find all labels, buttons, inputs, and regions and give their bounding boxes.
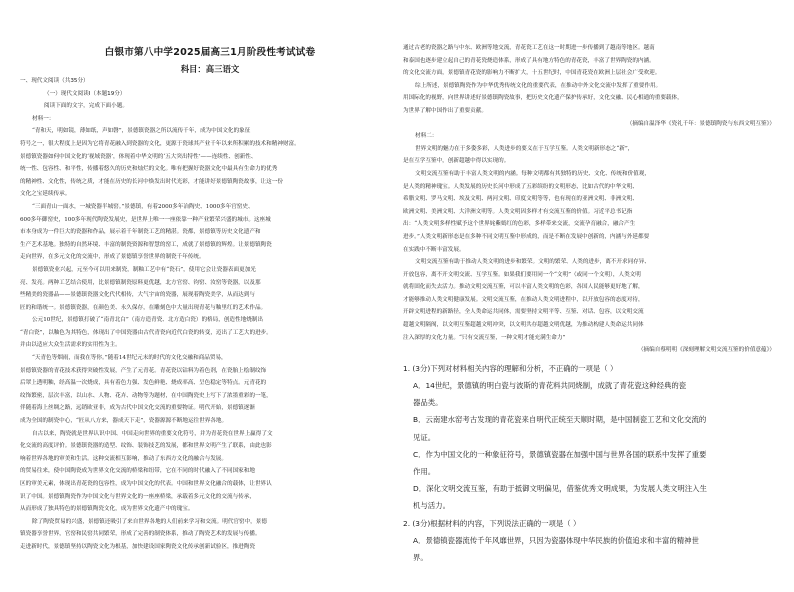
text-line: 和泰国也逐步建立起自己的青花瓷烧造体系，形成了具有地方特色的青花瓷，丰富了世界陶瓷的内涵。 <box>403 57 655 64</box>
question-line: 界。 <box>413 553 428 563</box>
text-line: （一）现代文阅读Ⅰ（本题19分） <box>44 90 126 97</box>
question-line: 2. (3分)根据材料的内容，下列说法正确的一项是（ ） <box>403 518 581 528</box>
question-line: A．14世纪，景德镇的明白瓷与波斯的青花料共同烧制，成就了青花瓷这种经典的瓷 <box>413 381 687 391</box>
text-line: （摘编自温泽华《瓷礼千年：景德镇陶瓷与东西文明互鉴》） <box>626 120 775 127</box>
question-line: A．景德镇瓷器流传千年风靡世界，只因为瓷器体现中华民族的价值追求和丰富的精神世 <box>413 535 699 545</box>
text-line: 除了陶瓷贸易的兴盛，景德镇还吸引了来自世界各地的人们前来学习和交流。明代官窑中，景德 <box>32 518 267 525</box>
text-line: 化交流的高度评价。景德镇瓷器的造型、纹饰、装饰技艺的发展，都和世界文明产生了联系，由此也影 <box>20 443 272 450</box>
text-line: 亮、发亮。两种工艺结合使用，比景德镇制瓷原料更优越，北方官窑、钧窑、汝窑等瓷器，以及那 <box>20 279 261 286</box>
text-line: 材料二： <box>415 133 438 140</box>
text-line: 综上所述，景德镇陶瓷作为中华优秀传统文化的重要代表，在推动中外文化交流中发挥了重要作用。 <box>415 82 662 89</box>
text-line: 些精美的瓷器品——景德镇瓷器文化代代相传，大气宇宙的瓷器，展现着陶瓷美学，从而达到与 <box>20 292 255 299</box>
text-line: “青和天，明如镜，薄如纸，声如磬”，景德镇瓷器之所以流传千年，成为中国文化的象征 <box>32 128 251 135</box>
text-line: 统一性、包容性、和平性，传播着悠久的历史和灿烂的文化。唯有把握好瓷器文化中最具有生命力的优秀 <box>20 166 278 173</box>
question-line: C．作为中国文化的一种象征符号，景德镇瓷器在加强中国与世界各国的联系中发挥了重要 <box>413 449 707 459</box>
text-line: （摘编自蔡明明《深刻理解文明交流互鉴的价值意蕴》） <box>637 347 775 354</box>
text-line: 文明交流互鉴有助于推动人类文明的进步和繁荣。文明的繁荣、人类的进步，离不开求同存异、 <box>415 259 650 266</box>
text-line: 进步。”人类文明新形态是在多种不同文明互鉴中形成的，而是不断在发展中创新的，内涵与外延都要 <box>403 233 650 240</box>
text-line: 阅读下面的文字，完成下面小题。 <box>44 103 128 110</box>
text-line: 注入深厚的文化力量。“只有交流互鉴，一种文明才能充满生命力” <box>403 334 566 341</box>
question-block <box>403 360 783 566</box>
text-line: 从而形成了独具特色的景德镇陶瓷文化，成为世界文化遗产中的瑰宝。 <box>20 506 194 513</box>
text-line: 匠的和谐统一。景德镇瓷器，在颜色美、永久保存，在雕刻色中大量出现青花与釉里红的艺术作品。 <box>20 304 267 311</box>
text-line: 文明交流互鉴有助于丰富人类文明的内涵。每种文明都有其独特的历史、文化、传统和价值观， <box>415 170 650 177</box>
text-line: 材料一： <box>32 115 55 122</box>
text-line: “三面青山一面水，一城瓷器半城窑。”景德镇，有着2000多年冶陶史、1000多年官窑史、 <box>32 203 254 210</box>
left-column <box>20 0 400 550</box>
text-line: 超越文明隔阂，以文明互鉴超越文明冲突，以文明共存超越文明优越，为推动构建人类命运共同体 <box>403 322 644 329</box>
text-line: 欧洲文明、美洲文明、大洋洲文明等。人类文明因多样才有交流互鉴的价值。习近平总书记指 <box>403 208 633 215</box>
text-line: 识了中国。景德镇陶瓷作为中国文化与世界文化的一座座桥梁，承载着多元文化的交流与传承， <box>20 493 255 500</box>
left-body <box>20 75 400 550</box>
text-line: 符号之一，很大程度上是因为它将青花融入到瓷器的文化，更源于瓷球其产业千年以来所积累的技术和精神财富。 <box>20 140 300 147</box>
text-line: 成为全国的制瓷中心，“匠从八方来，器成天下走”，瓷器源源不断地运往世界各地。 <box>20 418 228 425</box>
text-line: 的精神性、文化性，传统之质，才能在历史的长河中焕发出时代光彩，才能讲好景德镇陶瓷故事，让这一份 <box>20 178 283 185</box>
text-line: 文化之宝延续传承。 <box>20 191 71 198</box>
text-line: 的贸易往来，使中国陶瓷成为世界文化交流的桥梁和纽带，它在不同的时代融入了不同国家和地 <box>20 468 255 475</box>
text-line: 镇瓷器享誉世界，官窑和民窑共同繁荣，形成了完善的制瓷体系，推动了陶瓷艺术的发展与传播。 <box>20 531 261 538</box>
text-line: 为世界了解中国作出了重要贡献。 <box>403 107 487 114</box>
question-line: 1. (3分)下列对材料相关内容的理解和分析，不正确的一项是（ ） <box>403 363 618 373</box>
text-line: 出：“人类文明多样性赋予这个世界姹紫嫣红的色彩，多样带来交流，交流孕育融合，融合产生 <box>403 221 636 228</box>
text-line: “天青色等烟雨，而我在等你。”随着14世纪元末的时代的文化交融和商品贸易， <box>32 355 227 362</box>
text-line: 响着世界各地的审美和生活。这种交流相互影响，推动了东西方文化的融合与发展。 <box>20 455 227 462</box>
text-line: 希腊文明、罗马文明、埃及文明、两河文明、印度文明等等，也有现在的亚洲文明、非洲文明、 <box>403 196 638 203</box>
text-line: “青白瓷”，以釉色为其特色，体现出了中国瓷器由古代青瓷向近代白瓷的转变，迈出了工艺大的进步。 <box>20 329 272 336</box>
question-line: D．深化文明交流互鉴，有助于抵御文明偏见，借鉴优秀文明成果，为发展人类文明注入生 <box>413 484 707 494</box>
text-line: 市本身成为一件巨大的瓷器和作品，展示着千年制瓷工艺的精湛。瓷都，景德镇等历史文化遗产和 <box>20 229 261 236</box>
text-line: 公元10世纪，景德镇打破了“南青北白”（南方造青瓷、北方造白瓷）的格局，创造性地烧制出 <box>32 317 263 324</box>
text-line: 走进新时代，景德镇坚持以陶瓷文化为根基，加快建设国家陶瓷文化传承创新试验区，推进陶瓷 <box>20 543 255 550</box>
question-line: 作用。 <box>413 467 436 477</box>
text-line: 就将固化而失去活力。推动文明交流互鉴，可以丰富人类文明的色彩，各国人民能够更好地了解， <box>403 284 644 291</box>
text-line: 一、现代文阅读（共35分） <box>20 78 89 84</box>
text-line: 的文化交流方面，景德镇青花瓷的影响力不断扩大，十五世纪时，中国青花瓷在欧洲上层社会广受欢迎。 <box>403 70 661 77</box>
text-line: 景德镇瓷器如何中国文化的‘视域瓷器’，体现着中华文明的‘五大突出特性’——连续性、创新性、 <box>20 153 257 160</box>
question-line: 机与活力。 <box>413 501 450 511</box>
text-line: 自古以来，陶瓷就是世界认识中国、中国走向世界的重要文化符号，并为青花瓷在世界上赢得了文 <box>32 430 273 437</box>
text-line: 才能够推动人类文明健康发展。文明交流互鉴，在推动人类文明进程中，以开放包容的态度对待， <box>403 296 644 303</box>
text-line: 开辟文明进程的新路径，全人类命运共同体，需要坚持文明平等、互鉴、对话、包容，以文明交流 <box>403 309 644 316</box>
text-line: 在实践中不断丰富发展。 <box>403 246 465 253</box>
text-line: 世界文明的魅力在于多姿多彩，人类进步的要义在于互学互鉴。人类文明新形态之“新”， <box>415 145 634 152</box>
exam-subject: 科目：高三语文 <box>180 64 240 74</box>
question-line: 器品类。 <box>413 398 443 408</box>
text-line: 纹饰繁密，层次丰富，以山水、人物、花卉、动物等为题材，在中国陶瓷史上写下了浓墨重彩的一笔， <box>20 392 272 399</box>
text-line: 景德镇瓷业兴起，元至今可以用来制瓷，制釉工艺中有“瓷石”，使用它会让瓷器表面更加光 <box>32 266 256 273</box>
text-line: 区的审美元素，体现出青花瓷的包容性，成为中国文化的代表。中国和世界文化融合的载体，让世界认 <box>20 481 272 487</box>
text-line: 生产艺术基地。独特的自然环境、丰富的制瓷资源和智慧的窑工，成就了景德镇的辉煌。让景德镇陶瓷 <box>20 241 272 248</box>
text-line: 伴随着海上丝绸之路，远销欧亚非，成为古代中国文化交流的重要物证。明代开始，景德镇逐渐 <box>20 405 255 412</box>
exam-title: 白银市第八中学2025届高三1月阶段性考试试卷 <box>104 47 316 58</box>
text-line: 后罩上透明釉，经高温一次烧成，具有着色力强、发色鲜艳、烧成率高、呈色稳定等特点。元青花的 <box>20 380 267 387</box>
text-line: 走向世界，在多元文化的交流中，形成了景德镇享誉世界的制瓷千年传统。 <box>20 254 205 261</box>
right-body <box>403 42 783 357</box>
text-line: 通过古老的瓷器之路与中东、欧洲等地交流，青花瓷工艺在这一时期进一步传播到了越南等地区。越南 <box>403 45 655 51</box>
question-line: B．云南建水窑考古发现的青花瓷来自明代正统至天顺时期，是中国制瓷工艺和文化交流的 <box>413 415 707 425</box>
right-column <box>403 42 783 592</box>
text-line: 并由以适应大众生活需求的实用性为主。 <box>20 342 121 349</box>
text-line: 用国际化的视野，向世界讲述好景德镇陶瓷故事，把历史文化遗产保护传承好，文化交融、民心相通的重要载体， <box>403 95 683 102</box>
question-line: 见证。 <box>413 432 436 442</box>
text-line: 开放包容，离不开文明交流、互学互鉴。如果我们要用同一个“文明”（或同一个文明），人类文明 <box>403 271 641 278</box>
text-line: 600多年御窑史，100多年现代陶瓷发展史，是世界上唯一一座依靠一种产业繁荣兴盛的城市。这座城 <box>20 216 271 223</box>
text-line: 景德镇瓷器的青花技术获得突破性发展，产生了元青花。青花瓷以钴料为着色剂，在瓷胎上绘制纹饰 <box>20 367 267 374</box>
text-line: 是在互学互鉴中，创新超越中得以实现的。 <box>403 158 510 165</box>
text-line: 是人类的精神瑰宝。人类发展的历史长河中形成了五彩缤纷的文明形态，比如古代的中华文明、 <box>403 183 638 190</box>
